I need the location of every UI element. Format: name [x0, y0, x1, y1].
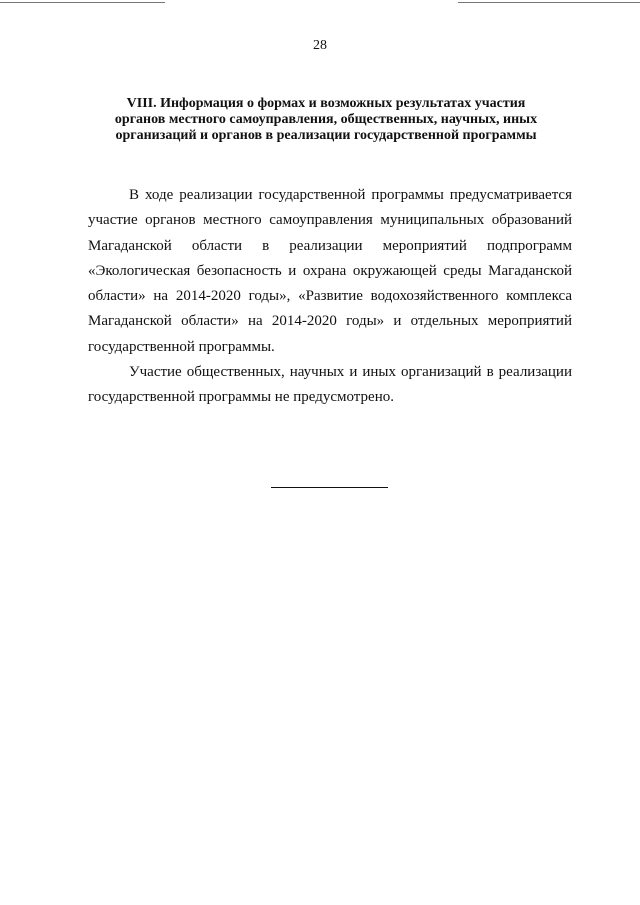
- paragraph-1-line: государственной программы.: [88, 338, 275, 355]
- paragraph-2-line: государственной программы не предусмотрено.: [88, 389, 394, 406]
- scan-edge-line-left: [0, 2, 165, 3]
- heading-line: организаций и органов в реализации государственной программы: [115, 128, 537, 143]
- paragraph-2-line: Участие общественных, научных и иных организаций в реализации: [129, 364, 572, 381]
- heading-line: VIII. Информация о формах и возможных результатах участия: [126, 96, 526, 111]
- paragraph-1-line: области» на 2014-2020 годы», «Развитие водохозяйственного комплекса: [88, 288, 572, 305]
- section-heading: [88, 96, 564, 144]
- paragraph-1-line: Магаданской области в реализации мероприятий подпрограмм: [88, 237, 572, 254]
- paragraph-1-line: Магаданской области» на 2014-2020 годы» и отдельных мероприятий: [88, 313, 572, 330]
- paragraph-1-line: В ходе реализации государственной программы предусматривается: [129, 187, 572, 203]
- closing-rule: [271, 487, 388, 488]
- paragraph-1-line: участие органов местного самоуправления муниципальных образований: [88, 212, 572, 229]
- body-text: [88, 183, 572, 411]
- scan-edge-line-right: [458, 2, 640, 3]
- page-number: 28: [313, 38, 327, 53]
- paragraph-1-line: «Экологическая безопасность и охрана окружающей среды Магаданской: [88, 262, 572, 279]
- heading-line: органов местного самоуправления, общественных, научных, иных: [114, 112, 538, 127]
